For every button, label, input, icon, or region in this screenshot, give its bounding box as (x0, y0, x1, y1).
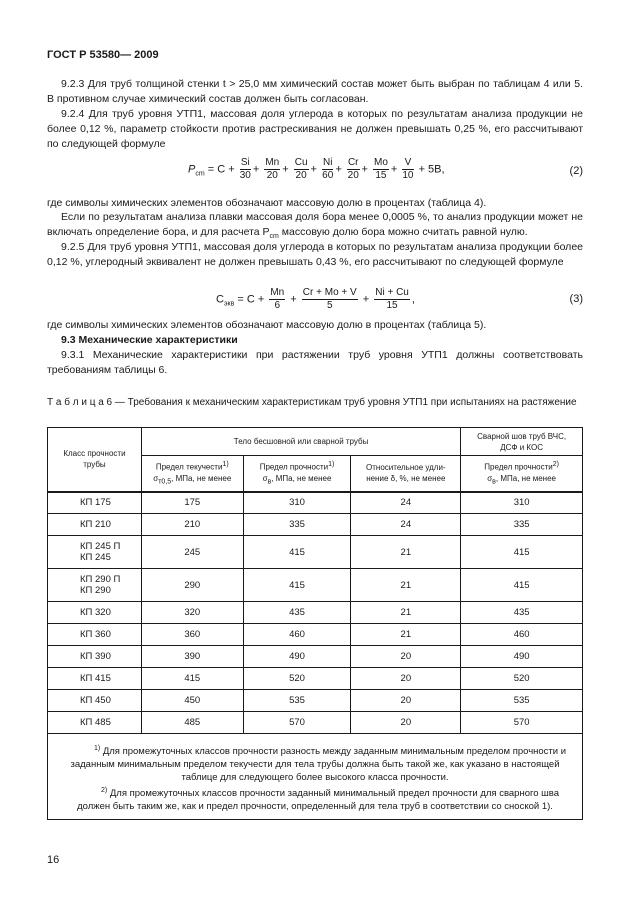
paragraph-where-4: где символы химических элементов обозначают массовую долю в процентах (таблица 4). (47, 197, 487, 209)
cell-class: КП 485 (48, 712, 142, 734)
table-row (48, 514, 583, 536)
table-caption: Т а б л и ц а 6 — Требования к механическим характеристикам труб уровня УТП1 при испытаниях на растяжение (47, 397, 577, 408)
cell-tensile: 415 (243, 569, 351, 602)
formula-2-term: $\frac{V}{10}$ (402, 157, 414, 181)
header-weld: Сварной шов труб ВЧС, ДСФ и КОС (461, 428, 583, 456)
cell-elongation: 20 (351, 690, 461, 712)
paragraph-9-2-5: 9.2.5 Для труб уровня УТП1, массовая доля углерода в которых по результатам анализа продукции более 0,12 %, углеродный эквивалент не должен превышать 0,43 %, его рассчитывают по следующей формуле (47, 241, 583, 268)
cell-weld-tensile: 535 (461, 690, 583, 712)
page-number: 16 (47, 854, 60, 866)
table-row (48, 646, 583, 668)
table-row (48, 624, 583, 646)
cell-elongation: 20 (351, 646, 461, 668)
table-row (48, 569, 583, 602)
cell-tensile: 535 (243, 690, 351, 712)
footnote-2: $^{2)}$ Для промежуточных классов прочности заданный минимальный предел прочности для сварного шва должен быть таким же, как и предел прочности, определенный для тела труб в соответствии со сноской 1). (77, 787, 560, 813)
table-row (48, 602, 583, 624)
formula-2-tail: + 5B, (418, 163, 445, 176)
formula-2-lhs: P (188, 163, 196, 176)
cell-tensile: 570 (243, 712, 351, 734)
header-yield: Предел текучести$^{1)}$ $\sigma_{т0,5}$, МПа, не менее (141, 456, 243, 492)
cell-class: КП 320 (48, 602, 142, 624)
cell-weld-tensile: 415 (461, 536, 583, 569)
header-weld-tensile: Предел прочности$^{2)}$ $\sigma_в$, МПа, не менее (461, 456, 583, 492)
formula-2-term: $\frac{Mn}{20}$ (265, 157, 280, 181)
header-tensile: Предел прочности$^{1)}$ $\sigma_в$, МПа, не менее (243, 456, 351, 492)
cell-elongation: 24 (351, 514, 461, 536)
header-body: Тело бесшовной или сварной трубы (141, 428, 460, 456)
paragraph-boron: Если по результатам анализа плавки массовая доля бора менее 0,0005 %, то анализ продукции может не включать определение бора, и для расчета $P_{cm}$ массовую долю бора можно считать равной нулю. (47, 211, 583, 241)
formula-2-term: $\frac{Si}{30}$ (239, 157, 251, 181)
formula-2-term: $\frac{Cr}{20}$ (347, 157, 359, 181)
cell-yield: 245 (141, 536, 243, 569)
footnote-1: $^{1)}$ Для промежуточных классов прочности разность между заданным минимальным пределом прочности и заданным минимальным пределом текучести для тела трубы должна быть такой же, как указано в настоящей таблице для следующего более высокого класса прочности. (70, 745, 567, 784)
formula-2-c: = C + (207, 163, 235, 176)
cell-class: КП 175 (48, 492, 142, 514)
cell-weld-tensile: 335 (461, 514, 583, 536)
cell-class: КП 415 (48, 668, 142, 690)
cell-tensile: 435 (243, 602, 351, 624)
cell-weld-tensile: 520 (461, 668, 583, 690)
formula-2-number: (2) (569, 165, 583, 177)
formula-3-term: $\frac{Ni + Cu}{15}$ (375, 287, 409, 311)
cell-weld-tensile: 435 (461, 602, 583, 624)
cell-weld-tensile: 570 (461, 712, 583, 734)
formula-2-term: $\frac{Mo}{15}$ (373, 157, 388, 181)
cell-yield: 450 (141, 690, 243, 712)
formula-2-term: $\frac{Ni}{60}$ (322, 157, 334, 181)
cell-weld-tensile: 310 (461, 492, 583, 514)
paragraph-9-2-4: 9.2.4 Для труб уровня УТП1, массовая доля углерода в которых по результатам анализа продукции не более 0,12 %, параметр стойкости против растрескивания не должен превышать 0,25 %, его рассчитывают по следующей формуле (47, 108, 583, 150)
formula-3-c: = C + (237, 293, 265, 306)
cell-weld-tensile: 490 (461, 646, 583, 668)
table-row (48, 690, 583, 712)
cell-elongation: 21 (351, 536, 461, 569)
cell-tensile: 335 (243, 514, 351, 536)
formula-3-term: $\frac{Mn}{6}$ (270, 287, 285, 311)
cell-tensile: 415 (243, 536, 351, 569)
cell-tensile: 490 (243, 646, 351, 668)
cell-yield: 320 (141, 602, 243, 624)
cell-class: КП 210 (48, 514, 142, 536)
formula-3-lhs-sub: экв (223, 300, 235, 308)
formula-2-lhs-sub: cm (195, 170, 205, 178)
cell-elongation: 21 (351, 602, 461, 624)
cell-tensile: 460 (243, 624, 351, 646)
table-6 (47, 427, 583, 820)
cell-yield: 290 (141, 569, 243, 602)
formula-2-term: $\frac{Cu}{20}$ (294, 157, 308, 181)
cell-elongation: 24 (351, 492, 461, 514)
cell-class: КП 390 (48, 646, 142, 668)
cell-class: КП 290 П КП 290 (48, 569, 142, 602)
formula-3-lhs: С (216, 293, 224, 306)
cell-elongation: 21 (351, 624, 461, 646)
cell-yield: 210 (141, 514, 243, 536)
paragraph-9-2-3: 9.2.3 Для труб толщиной стенки t > 25,0 мм химический состав может быть выбран по таблицам 4 или 5. В противном случае химический состав должен быть согласован. (47, 78, 583, 105)
table-row (48, 668, 583, 690)
cell-yield: 390 (141, 646, 243, 668)
header-class: Класс прочности трубы (48, 428, 142, 492)
cell-yield: 415 (141, 668, 243, 690)
cell-class: КП 245 П КП 245 (48, 536, 142, 569)
document-header: ГОСТ Р 53580— 2009 (47, 49, 159, 61)
paragraph-9-3-1: 9.3.1 Механические характеристики при растяжении труб уровня УТП1 должны соответствовать требованиям таблицы 6. (47, 349, 583, 376)
paragraph-where-5: где символы химических элементов обозначают массовую долю в процентах (таблица 5). (47, 319, 487, 331)
formula-3-number: (3) (569, 293, 583, 305)
cell-weld-tensile: 415 (461, 569, 583, 602)
cell-tensile: 520 (243, 668, 351, 690)
table-footnotes (48, 734, 583, 820)
cell-yield: 360 (141, 624, 243, 646)
header-elongation: Относительное удли-нение δ, %, не менее (351, 456, 461, 492)
cell-elongation: 21 (351, 569, 461, 602)
formula-3-term: $\frac{Cr + Mo + V}{5}$ (302, 287, 357, 311)
cell-class: КП 360 (48, 624, 142, 646)
cell-yield: 175 (141, 492, 243, 514)
table-row (48, 492, 583, 514)
cell-elongation: 20 (351, 668, 461, 690)
section-heading: 9.3 Механические характеристики (61, 334, 238, 346)
table-row (48, 712, 583, 734)
table-row (48, 536, 583, 569)
cell-weld-tensile: 460 (461, 624, 583, 646)
cell-yield: 485 (141, 712, 243, 734)
cell-class: КП 450 (48, 690, 142, 712)
cell-elongation: 20 (351, 712, 461, 734)
cell-tensile: 310 (243, 492, 351, 514)
